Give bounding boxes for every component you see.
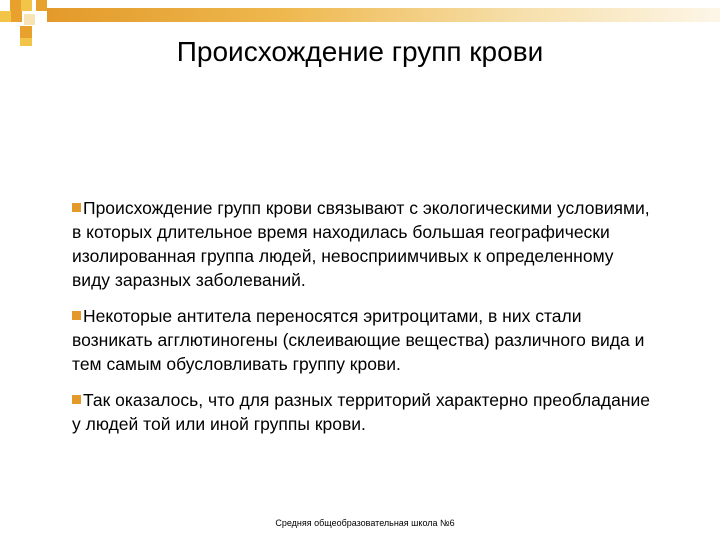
bullet-item xyxy=(72,388,652,436)
bullet-square-icon xyxy=(72,311,81,320)
bullet-text: Так оказалось, что для разных территорий характерно преобладание у людей той или иной группы крови. xyxy=(72,390,650,434)
slide-title: Происхождение групп крови xyxy=(176,36,544,67)
corner-square xyxy=(10,0,21,11)
corner-square xyxy=(11,11,22,22)
bullet-item xyxy=(72,304,652,376)
corner-square xyxy=(36,0,47,11)
corner-square xyxy=(0,11,11,22)
bullet-square-icon xyxy=(72,395,81,404)
bullet-square-icon xyxy=(72,203,81,212)
header-gradient-bar xyxy=(47,8,720,22)
corner-square xyxy=(24,14,35,25)
corner-square xyxy=(21,0,32,11)
bullet-list xyxy=(72,196,652,448)
bullet-text: Происхождение групп крови связывают с экологическими условиями, в которых длительное время находилась большая географически изолированная группа людей, невосприимчивых к определенному виду заразных заболеваний. xyxy=(72,198,650,290)
bullet-item xyxy=(72,196,652,292)
slide-footer: Средняя общеобразовательная школа №6 xyxy=(275,518,455,528)
bullet-text: Некоторые антитела переносятся эритроцитами, в них стали возникать агглютиногены (склеивающие вещества) различного вида и тем самым обусловливать группу крови. xyxy=(72,306,645,374)
